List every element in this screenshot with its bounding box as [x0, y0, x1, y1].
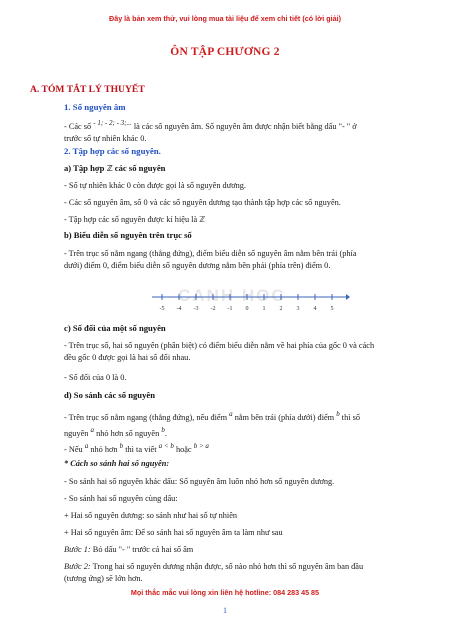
- subsection-b-paragraph: - Trên trục số nằm ngang (thẳng đứng), điểm biểu diễn số nguyên âm nằm bên trái (phía dưới) điểm 0, điểm biểu diễn số nguyên dương nằm bên phải (phía trên) điểm 0.: [64, 249, 357, 270]
- step2: Bước 2: Trong hai số nguyên dương nhận được, số nào nhỏ hơn thì số nguyên âm ban đầu (tương ứng) sẽ lớn hơn.: [64, 562, 364, 583]
- subsection-b-heading: b) Biểu diễn số nguyên trên trục số: [64, 230, 192, 240]
- subsection-d-notation: - Nếu $^a$ nhỏ hơn $^b$ thì ta viết $^{a < b}$ hoặc $^{b > a}$: [64, 442, 209, 454]
- section-a-heading: A. TÓM TẮT LÝ THUYẾT: [30, 84, 145, 95]
- tick-label: -5: [159, 306, 165, 312]
- tick-label: 5: [330, 306, 334, 312]
- subsection-d-paragraph: - Trên trục số nằm ngang (thẳng đứng), nếu điểm $^a$ nằm bên trái (phía dưới) điểm $^b$ thì số nguyên $^a$ nhỏ hơn số nguyên $^b$.: [64, 410, 361, 438]
- subsection-c-heading: c) Số đối của một số nguyên: [64, 323, 166, 333]
- page-title: ÔN TẬP CHƯƠNG 2: [170, 46, 280, 58]
- item2-heading: 2. Tập hợp các số nguyên.: [64, 146, 161, 156]
- compare-line4: + Hai số nguyên âm: Để so sánh hai số nguyên âm ta làm như sau: [64, 528, 283, 537]
- item1-paragraph: - Các số $^{- 1; - 2; - 3;...}$ là các số nguyên âm. Số nguyên âm được nhận biết bằng dấu "- " ở trước số tự nhiên khác 0.: [64, 119, 357, 143]
- subsection-a-line2: - Các số nguyên âm, số 0 và các số nguyên dương tạo thành tập hợp các số nguyên.: [64, 198, 341, 207]
- step1: Bước 1: Bỏ dấu "- " trước cả hai số âm: [64, 545, 194, 554]
- tick-label: 2: [279, 306, 283, 312]
- compare-method-heading: * Cách so sánh hai số nguyên:: [64, 459, 170, 468]
- integer-set-symbol: ℤ: [106, 164, 113, 173]
- subsection-a-line3: - Tập hợp các số nguyên được kí hiệu là ℤ: [64, 215, 206, 224]
- number-line: [150, 289, 350, 315]
- subsection-c-zero: - Số đối của 0 là 0.: [64, 373, 127, 382]
- subsection-d-heading: d) So sánh các số nguyên: [64, 390, 155, 400]
- page-number: 1: [223, 606, 227, 615]
- tick-label: -2: [210, 306, 216, 312]
- compare-line2: - So sánh hai số nguyên cùng dấu:: [64, 494, 178, 503]
- compare-line3: + Hai số nguyên dương: so sánh như hai số tự nhiên: [64, 511, 238, 520]
- tick-label: -1: [227, 306, 233, 312]
- subsection-a-line1: - Số tự nhiên khác 0 còn được gọi là số nguyên dương.: [64, 181, 246, 190]
- tick-label: 0: [245, 306, 249, 312]
- tick-label: 4: [313, 306, 317, 312]
- tick-label: 3: [296, 306, 300, 312]
- compare-line1: - So sánh hai số nguyên khác dấu: Số nguyên âm luôn nhỏ hơn số nguyên dương.: [64, 477, 335, 486]
- subsection-a-heading: a) Tập hợp ℤ các số nguyên: [64, 163, 166, 173]
- tick-label: 1: [262, 306, 266, 312]
- watermark: CANH HOC: [178, 286, 286, 305]
- hotline-footer: Mọi thắc mắc vui lòng xin liên hệ hotline: 084 283 45 85: [130, 588, 320, 597]
- tick-label: -3: [193, 306, 199, 312]
- tick-label: -4: [176, 306, 182, 312]
- subsection-c-paragraph: - Trên trục số, hai số nguyên (phân biệt) có điểm biểu diễn nằm về hai phía của gốc 0 và cách đều gốc 0 được gọi là hai số đối nhau.: [64, 341, 375, 362]
- item1-heading: 1. Số nguyên âm: [64, 102, 126, 112]
- preview-notice: Đây là bản xem thử, vui lòng mua tài liệu để xem chi tiết (có lời giải): [109, 14, 341, 23]
